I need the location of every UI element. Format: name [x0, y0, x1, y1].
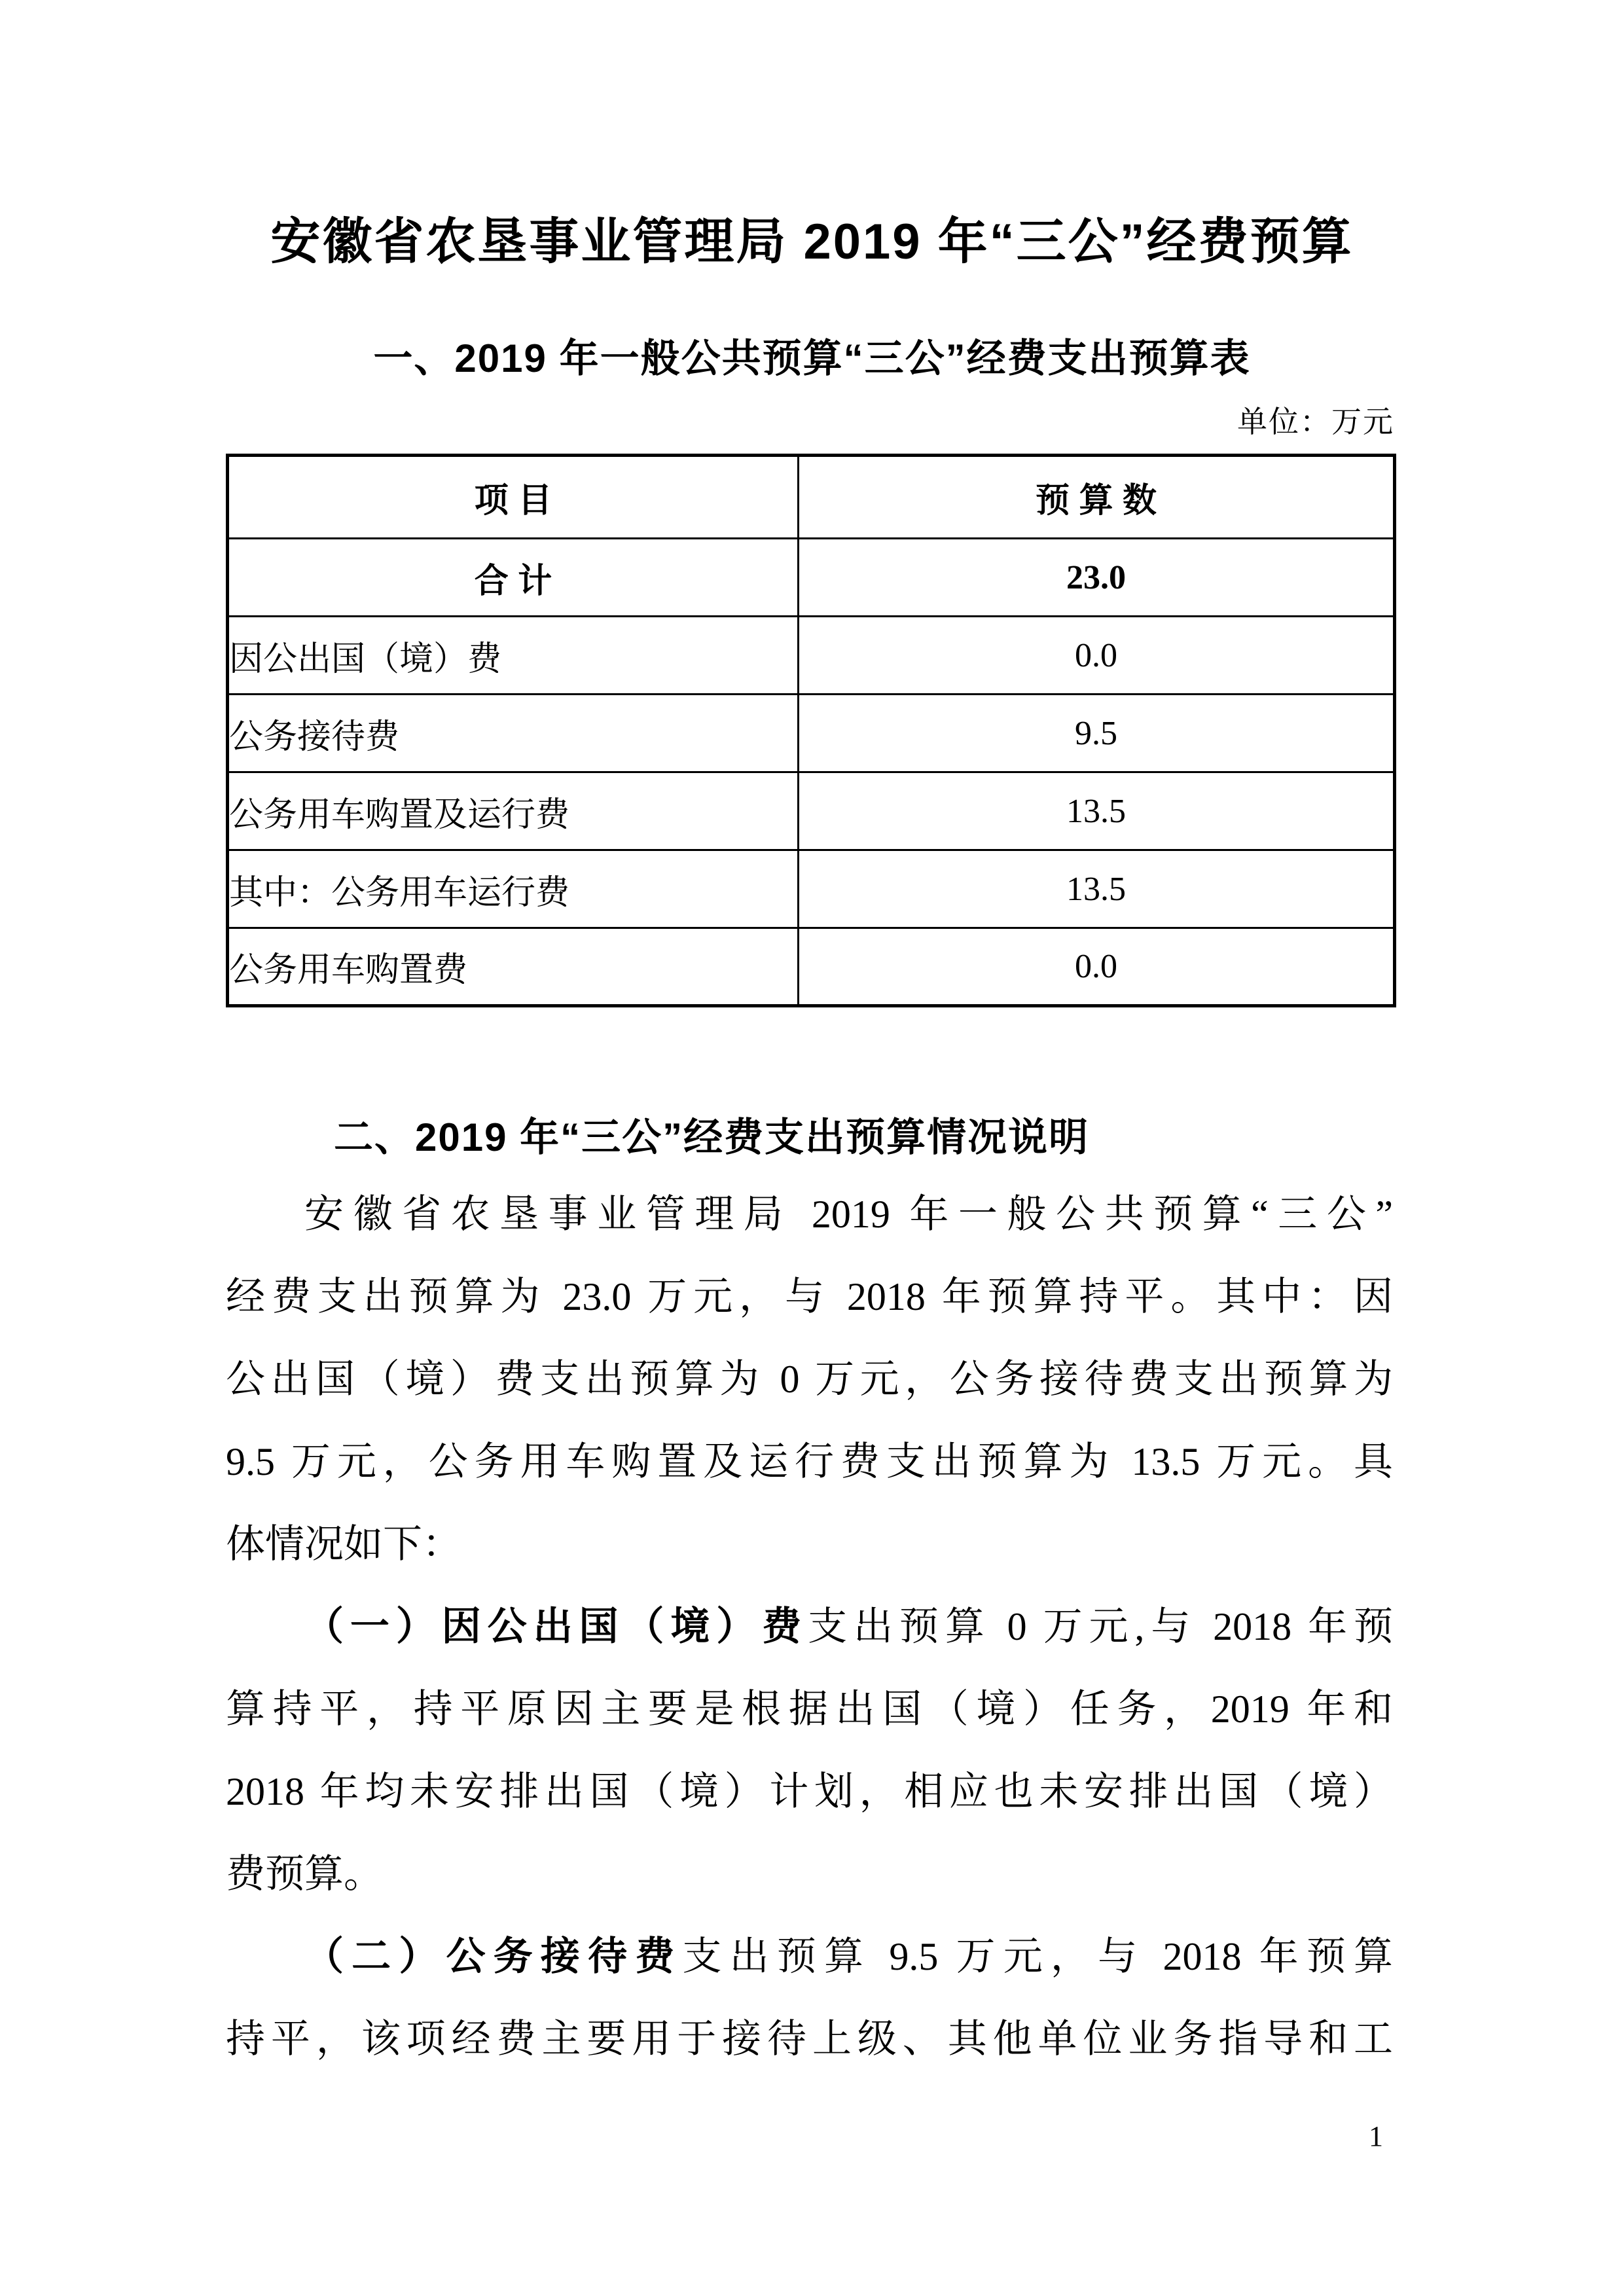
- body-text: [226, 1173, 1393, 2080]
- table-row: [228, 928, 1395, 1006]
- table-header-row: [228, 456, 1395, 539]
- paragraph-line: 经费支出预算为 23.0 万元，与 2018 年预算持平。其中：因: [226, 1275, 1393, 1318]
- table-row: [228, 617, 1395, 695]
- table-row: [228, 850, 1395, 928]
- item-cell: 公务接待费: [228, 695, 799, 772]
- budget-table: [226, 454, 1396, 1007]
- item-cell: 因公出国（境）费: [228, 617, 799, 695]
- paragraph-line: （一）因公出国（境）费支出预算 0 万元,与 2018 年预: [304, 1604, 1393, 1648]
- document-title: 安徽省农垦事业管理局 2019 年“三公”经费预算: [270, 214, 1354, 270]
- table-row: [228, 772, 1395, 850]
- paragraph-line: 持平，该项经费主要用于接待上级、其他单位业务指导和工: [226, 2017, 1393, 2061]
- item-cell: 公务用车购置及运行费: [228, 772, 799, 850]
- value-cell: 0.0: [799, 617, 1395, 695]
- paragraph-line: 2018 年均未安排出国（境）计划，相应也未安排出国（境）: [226, 1770, 1393, 1813]
- paragraph-line: （二）公务接待费支出预算 9.5 万元，与 2018 年预算: [304, 1934, 1393, 1978]
- section-2-heading: 二、2019 年“三公”经费支出预算情况说明: [334, 1115, 1090, 1159]
- item-cell: 其中：公务用车运行费: [228, 850, 799, 928]
- unit-label: 单位：万元: [1237, 405, 1394, 439]
- paragraph-line: 9.5 万元，公务用车购置及运行费支出预算为 13.5 万元。具: [226, 1440, 1393, 1483]
- page-number: 1: [1369, 2120, 1383, 2152]
- paragraph-line: 体情况如下：: [226, 1523, 461, 1566]
- value-cell: 23.0: [799, 539, 1395, 617]
- table-row: [228, 539, 1395, 617]
- paragraph-line: 安徽省农垦事业管理局 2019 年一般公共预算“三公”: [304, 1193, 1393, 1236]
- item-cell: 合 计: [228, 539, 799, 617]
- paragraph-line: 费预算。: [226, 1852, 383, 1896]
- column-header-value: 预 算 数: [799, 456, 1395, 539]
- section-1-heading: 一、2019 年一般公共预算“三公”经费支出预算表: [373, 336, 1251, 380]
- table-row: [228, 695, 1395, 772]
- item-cell: 公务用车购置费: [228, 928, 799, 1006]
- value-cell: 0.0: [799, 928, 1395, 1006]
- value-cell: 13.5: [799, 850, 1395, 928]
- value-cell: 13.5: [799, 772, 1395, 850]
- paragraph-line: 算持平，持平原因主要是根据出国（境）任务，2019 年和: [226, 1688, 1393, 1731]
- value-cell: 9.5: [799, 695, 1395, 772]
- paragraph-line: 公出国（境）费支出预算为 0 万元，公务接待费支出预算为: [226, 1358, 1393, 1401]
- column-header-item: 项 目: [228, 456, 799, 539]
